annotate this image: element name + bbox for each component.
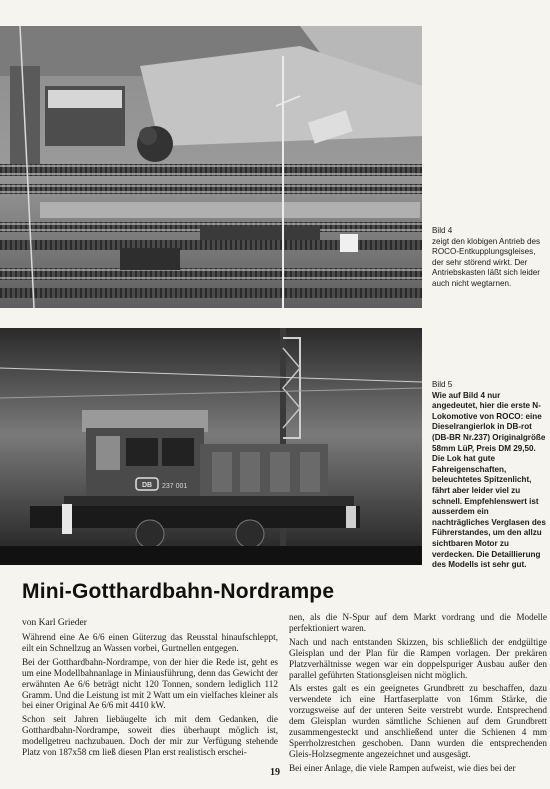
locomotive-image — [0, 328, 422, 565]
paragraph: Bei einer Anlage, die viele Rampen aufweist, wie dies bei der — [289, 762, 516, 773]
article-author: von Karl Grieder — [22, 618, 87, 628]
paragraph: Während eine Ae 6/6 einen Güterzug das Reusstal hinaufschleppt, eilt ein Schnellzug an Wassen vorbei, Gurtnellen entgegen. — [22, 632, 278, 653]
loco-db-logo: DB — [141, 482, 153, 489]
photo-diesel-locomotive — [0, 328, 422, 565]
article-column-right — [289, 612, 547, 777]
paragraph: nen, als die N-Spur auf dem Markt vordrang und die Modelle perfektioniert waren. — [289, 612, 547, 633]
track-layout-image — [0, 26, 422, 308]
paragraph: Als erstes galt es ein geeignetes Grundbrett zu beschaffen, dazu verwendete ich eine Hartfaserplatte von 16mm Stärke, die vorzugsweise auf der unteren Seite verstrebt wurde. Entsprechend dem Gleisplan wurden sämtliche Schienen auf dem Grundbrett zusammengesteckt und anschließend unter die Schienen 4 mm Sperrholzrestchen geschoben. Dann wurden die entsprechenden Gleis-Holzsegmente angezeichnet und ausgesägt. — [289, 683, 547, 759]
caption-text: zeigt den klobigen Antrieb des ROCO-Entkupplungsgleises, der sehr störend wirkt. Der Antriebskasten läßt sich leider auch nicht wegtarnen. — [432, 236, 540, 288]
loco-number: 237 001 — [162, 483, 188, 490]
caption-bild-4 — [432, 226, 546, 290]
page-number: 19 — [270, 767, 280, 778]
caption-text: Wie auf Bild 4 nur angedeutet, hier die erste N-Lokomotive von ROCO: eine Dieselrangierlok in DB-rot (DB-BR Nr.237) Originalgröße 58mm LüP, Preis DM 29,50. Die Lok hat gute Fahreigenschaften, beleuchtetes Spitzenlicht, fährt aber leider viel zu schnell. Empfehlenswert ist ausserdem ein nachträgliches Verglasen des Führerstandes, um den allzu sichtbaren Motor zu verdecken. Die Detaillierung des Modells ist sehr gut. — [432, 390, 546, 570]
paragraph: Bei der Gotthardbahn-Nordrampe, von der hier die Rede ist, geht es um eine Modellbahnanlage in Miniausführung, denn das Gewicht der erwähnten Ae 6/6 beträgt nicht 120 Tonnen, sondern lediglich 112 Gramm. Und die Leistung ist mit 2 Watt um ein vielfaches kleiner als bei einer Original Ae 6/6 mit 4410 kW. — [22, 656, 278, 711]
caption-bild-5 — [432, 380, 546, 571]
photo-track-layout — [0, 26, 422, 308]
paragraph: Nach und nach entstanden Skizzen, bis schließlich der endgültige Gleisplan und der Plan für die Rampen vorlagen. Der prekären Platzverhältnisse wegen war ein doppelspuriger Ausbau außer den parallel geführten Stationsgleisen nicht möglich. — [289, 636, 547, 680]
caption-title: Bild 5 — [432, 380, 453, 389]
article-title: Mini-Gotthardbahn-Nordrampe — [22, 580, 335, 603]
article-column-left — [22, 632, 278, 761]
caption-title: Bild 4 — [432, 226, 453, 235]
paragraph: Schon seit Jahren liebäugelte ich mit dem Gedanken, die Gotthardbahn-Nordrampe, soweit dies überhaupt möglich ist, modellgetreu nachzubauen. Doch der mir zur Verfügung stehende Platz von 187x58 cm ließ diesen Plan erst realistisch erschei- — [22, 714, 278, 758]
